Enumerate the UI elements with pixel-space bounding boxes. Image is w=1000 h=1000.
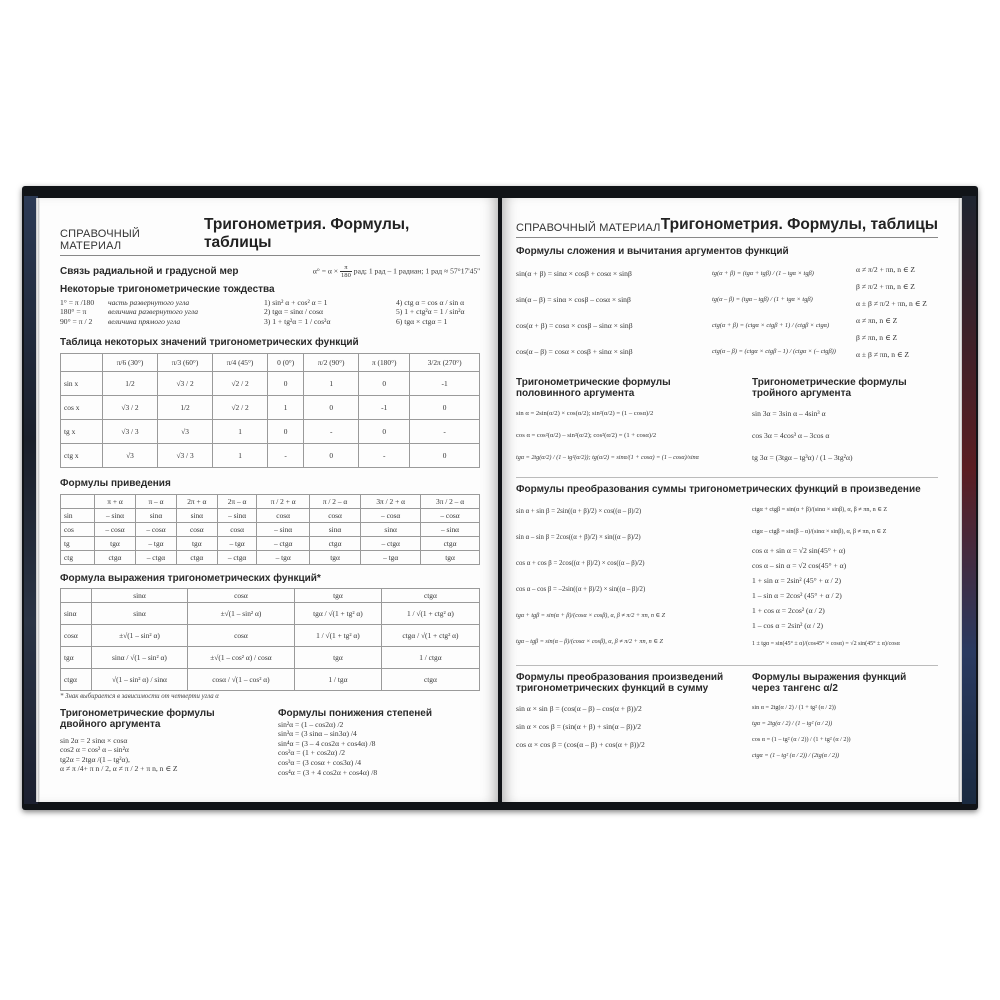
table-row: tgα sinα / √(1 – sin² α) ±√(1 – cos² α) / cosα tgα 1 / ctgα xyxy=(61,646,480,668)
table-row: cos x √3 / 2 1/2 √2 / 2 1 0 -1 0 xyxy=(61,395,480,419)
addition-col-2: tg(α + β) = (tgα + tgβ) / (1 – tgα × tgβ) tg(α – β) = (tgα – tgβ) / (1 + tgα × tgβ) ctg(α + β) = (ctgα × ctgβ + 1) / (ctgβ × ctgα) ctg(α – β) = (ctgα × ctgβ – 1) / (ctgα × (– ctgβ)) xyxy=(712,270,836,355)
product-to-sum-title: Формулы преобразования произведений тригонометрических функций в сумму xyxy=(516,672,724,694)
left-page xyxy=(40,198,498,802)
triple-title: Тригонометрические формулы тройного аргумента xyxy=(752,377,907,399)
expression-note: * Знак выбирается в зависимости от четверти угла α xyxy=(60,692,219,700)
radial-title: Связь радиальной и градусной мер xyxy=(60,266,239,278)
table-row: cos – cosα – cosα cosα cosα – sinα sinα sinα – sinα xyxy=(61,522,480,536)
sum-to-product-block xyxy=(516,499,938,655)
category-label: СПРАВОЧНЫЙ МАТЕРИАЛ xyxy=(516,222,661,234)
identities-col-3: 1) sin² α + cos² α = 1 2) tgα = sinα / cosα 3) 1 + tg²α = 1 / cos²α xyxy=(264,297,331,326)
half-title: Тригонометрические формулы половинного аргумента xyxy=(516,377,671,399)
triple-argument-section: Тригонометрические формулы тройного аргумента sin 3α = 3sin α – 4sin³ α cos 3α = 4cos³ α – 3cos α tg 3α = (3tgα – tg³α) / (1 – 3tg²α) xyxy=(752,377,938,469)
values-table-title: Таблица некоторых значений тригонометрических функций xyxy=(60,336,359,348)
addition-block xyxy=(516,261,938,365)
radial-formula: α° = α × $\frac{\pi}{180}$ рад; 1 рад – 1 радиан; 1 рад ≈ 57°17'45'' xyxy=(312,264,480,280)
page-title: Тригонометрия. Формулы, таблицы xyxy=(660,216,938,233)
table-row: sin – sinα sinα sinα – sinα cosα cosα – cosα – cosα xyxy=(61,508,480,522)
tangent-half-title: Формулы выражения функций через тангенс α/2 xyxy=(752,672,907,694)
reduction-table: π + α π – α 2π + α 2π – α π / 2 + α π / 2 – α 3π / 2 + α 3π / 2 – α sin – sinα sinα sinα – sinα cosα cosα – cosα – cosα cos – cosα – cosα cosα cosα – sinα sinα sinα – sinα tg tgα – tgα tgα – tgα – ctgα ctgα – ctgα ctgα ctg ctgα – ctgα ctgα – ctgα – tgα tgα – tgα tgα xyxy=(60,494,480,565)
tangent-half-section: Формулы выражения функций через тангенс α/2 sin α = 2tg(α / 2) / (1 + tg² (α / 2)) tgα = 2tg(α / 2) / (1 – tg² (α / 2)) cos α = (1 – tg² (α / 2)) / (1 + tg² (α / 2)) ctgα = (1 – tg² (α / 2)) / (2tg(α / 2)) xyxy=(752,672,938,764)
power-reduction-section: Формулы понижения степеней sin²α = (1 – cos2α) /2 sin³α = (3 sinα – sin3α) /4 sin⁴α = (3 – 4 cos2α + cos4α) /8 cos²α = (1 + cos2α) /2 cos³α = (3 cosα + cos3α) /4 cos⁴α = (3 + 4 cos2α + cos4α) /8 xyxy=(278,708,480,778)
addition-col-1: sin(α + β) = sinα × cosβ + cosα × sinβ sin(α – β) = sinα × cosβ – cosα × sinβ cos(α + β) = cosα × cosβ – sinα × sinβ cos(α – β) = cosα × cosβ + sinα × sinβ xyxy=(516,269,633,356)
half-triple-block xyxy=(516,377,938,469)
page-title: Тригонометрия. Формулы, таблицы xyxy=(203,216,410,251)
right-page-header xyxy=(516,216,938,238)
sum-to-product-col-1: sin α + sin β = 2sin((α + β)/2) × cos((α – β)/2) sin α – sin β = 2cos((α + β)/2) × sin((α – β)/2) cos α + cos β = 2cos((α + β)/2) × cos((α – β)/2) cos α – cos β = –2sin((α + β)/2) × sin((α – β)/2) tgα + tgβ = sin(α + β)/(cosα × cosβ), α, β ≠ π/2 + πn, n ∈ Z tgα – tgβ = sin(α – β)/(cosα × cosβ), α, β ≠ π/2 + πn, n ∈ Z xyxy=(516,508,666,645)
table-row: ctg ctgα – ctgα ctgα – ctgα – tgα tgα – tgα tgα xyxy=(61,550,480,564)
product-to-sum-section: Формулы преобразования произведений тригонометрических функций в сумму sin α × sin β = (cos(α – β) – cos(α + β))/2 sin α × cos β = (sin(α + β) + sin(α – β))/2 cos α × cos β = (cos(α – β) + cos(α + β))/2 xyxy=(516,672,752,764)
right-page xyxy=(502,198,958,802)
table-row: cosα ±√(1 – sin² α) cosα 1 / √(1 + tg² α) ctgα / √(1 + ctg² α) xyxy=(61,624,480,646)
table-row: tg x √3 / 3 √3 1 0 - 0 - xyxy=(61,419,480,443)
identities-title: Некоторые тригонометрические тождества xyxy=(60,283,275,295)
reduction-title: Формулы приведения xyxy=(60,477,171,489)
bottom-left-block xyxy=(60,708,480,778)
table-row: sinα sinα ±√(1 – sin² α) tgα / √(1 + tg² α) 1 / √(1 + ctg² α) xyxy=(61,602,480,624)
table-row: tg tgα – tgα tgα – tgα – ctgα ctgα – ctgα ctgα xyxy=(61,536,480,550)
addition-title: Формулы сложения и вычитания аргументов функций xyxy=(516,246,789,257)
category-label: СПРАВОЧНЫЙ МАТЕРИАЛ xyxy=(60,228,140,252)
identities-col-2: часть развернутого угла величина развернутого угла величина прямого угла xyxy=(108,297,198,326)
cover-edge-right xyxy=(962,196,976,804)
double-title: Тригонометрические формулы двойного аргумента xyxy=(60,707,215,730)
table-row: sin x 1/2 √3 / 2 √2 / 2 0 1 0 -1 xyxy=(61,371,480,395)
bottom-right-block xyxy=(516,665,938,764)
table-row: ctg x √3 √3 / 3 1 - 0 - 0 xyxy=(61,443,480,467)
expression-table: sinα cosα tgα ctgα sinα sinα ±√(1 – sin² α) tgα / √(1 + tg² α) 1 / √(1 + ctg² α) cosα ±√(1 – sin² α) cosα 1 / √(1 + tg² α) ctgα / √(1 + ctg² α) tgα sinα / √(1 – sin² α) ±√(1 – cos² α) / cosα tgα 1 / ctgα ctgα √(1 – sin² α) / sinα cosα / √(1 – cos² α) 1 / tgα ctgα xyxy=(60,588,480,691)
values-table: π/6 (30°) π/3 (60°) π/4 (45°) 0 (0°) π/2 (90°) π (180°) 3/2π (270°) sin x 1/2 √3 / 2 √2 / 2 0 1 0 -1 cos x √3 / 2 1/2 √2 / 2 1 0 -1 0 tg x √3 / 3 √3 1 0 - 0 - ctg x √3 √3 / 3 1 - 0 - 0 xyxy=(60,353,480,468)
radial-section xyxy=(60,264,480,280)
half-argument-section: Тригонометрические формулы половинного аргумента sin α = 2sin(α/2) × cos(α/2); sin²(α/2) = (1 – cosα)/2 cos α = cos²(α/2) – sin²(α/2); cos²(α/2) = (1 + cosα)/2 tgα = 2tg(α/2) / (1 – tg²(α/2)); tg(α/2) = sinα/(1 + cosα) = (1 – cosα)/sinα xyxy=(516,377,699,461)
double-argument-section: Тригонометрические формулы двойного аргумента sin 2α = 2 sinα × cosα cos2 α = cos² α – sin²α tg2α = 2tgα /(1 – tg²α), α ≠ π /4+ π n / 2, α ≠ π / 2 + π n, n ∈ Z xyxy=(60,708,278,778)
power-title: Формулы понижения степеней xyxy=(278,707,433,719)
identities-col-4: 4) ctg α = cos α / sin α 5) 1 + ctg²α = 1 / sin²α 6) tgα × ctgα = 1 xyxy=(396,297,465,326)
table-row: ctgα √(1 – sin² α) / sinα cosα / √(1 – cos² α) 1 / tgα ctgα xyxy=(61,668,480,690)
left-page-header xyxy=(60,216,480,256)
addition-col-3: α ≠ π/2 + πn, n ∈ Z β ≠ π/2 + πn, n ∈ Z α ± β ≠ π/2 + πn, n ∈ Z α ≠ πn, n ∈ Z β ≠ πn, n ∈ Z α ± β ≠ πn, n ∈ Z xyxy=(856,265,927,359)
identities-col-1: 1° = π /180 180° = π 90° = π / 2 xyxy=(60,297,95,326)
sum-to-product-title: Формулы преобразования суммы тригонометрических функций в произведение xyxy=(516,484,921,495)
expression-title: Формула выражения тригонометрических функций* xyxy=(60,572,321,584)
sum-to-product-col-2: ctgα + ctgβ = sin(α + β)/(sinα × sinβ), α, β ≠ πn, n ∈ Z ctgα – ctgβ = sin(β – α)/(sinα × sinβ), α, β ≠ πn, n ∈ Z cos α + sin α = √2 sin(45° + α) cos α – sin α = √2 cos(45° + α) 1 + sin α = 2sin² (45° + α / 2) 1 – sin α = 2cos² (45° + α / 2) 1 + cos α = 2cos² (α / 2) 1 – cos α = 2sin² (α / 2) 1 ± tgα = sin(45° ± α)/(cos45° × cosα) = √2 sin(45° ± α)/cosα xyxy=(752,506,900,647)
identities-block xyxy=(60,298,480,327)
